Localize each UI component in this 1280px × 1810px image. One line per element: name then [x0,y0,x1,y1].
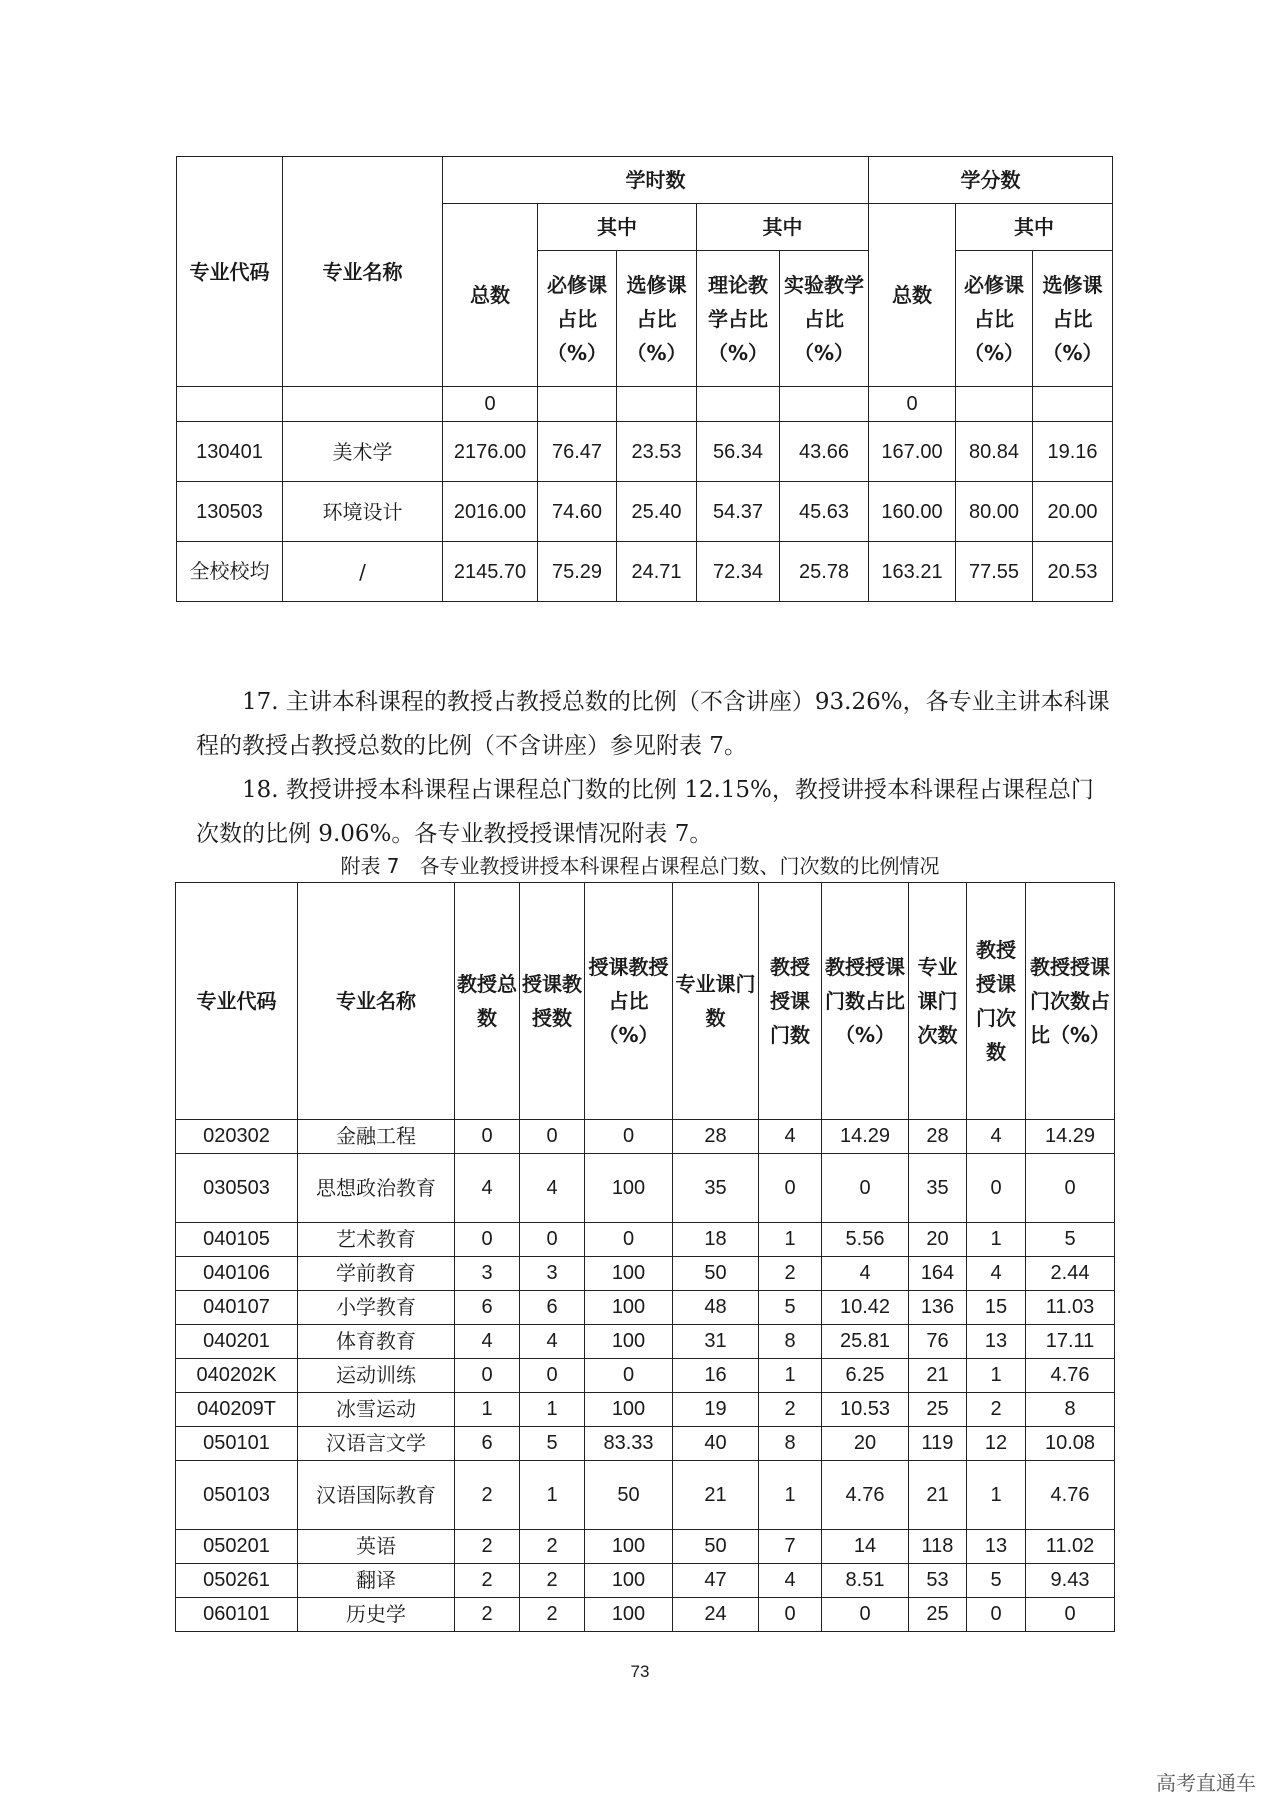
professor-teaching-table [175,882,1115,1632]
table-row [176,1564,1115,1598]
cell-col-10: 8 [1026,1393,1115,1427]
header-col-9: 教授授课门次数 [967,883,1026,1120]
cell-col-5: 16 [673,1359,759,1393]
cell-col-2: 2 [455,1461,520,1530]
cell-col-7: 6.25 [822,1359,909,1393]
cell-col-4: 100 [585,1154,673,1223]
header-credit-elective-pct: 选修课占比（%） [1033,251,1113,387]
cell-col-5: 19 [673,1393,759,1427]
cell-name: 美术学 [283,422,443,482]
header-among: 其中 [956,204,1113,251]
cell-col-9: 1 [967,1223,1026,1257]
header-elective-pct: 选修课占比（%） [617,251,697,387]
cell-col-2: 6 [455,1427,520,1461]
cell-col-7: 0 [822,1154,909,1223]
cell-col-5: 48 [673,1291,759,1325]
cell-col-6: 5 [759,1291,822,1325]
cell-elec: 23.53 [617,422,697,482]
cell-col-9: 5 [967,1564,1026,1598]
cell-col-10: 2.44 [1026,1257,1115,1291]
cell-col-4: 50 [585,1461,673,1530]
cell-col-7: 0 [822,1598,909,1632]
cell-col-0: 040201 [176,1325,298,1359]
cell-credits-total: 160.00 [869,482,956,542]
cell-col-9: 12 [967,1427,1026,1461]
cell-col-9: 1 [967,1461,1026,1530]
cell-col-2: 4 [455,1325,520,1359]
cell-lab: 25.78 [780,542,869,602]
cell-celec: 20.53 [1033,542,1113,602]
cell-col-10: 0 [1026,1598,1115,1632]
cell-col-5: 50 [673,1257,759,1291]
cell-col-5: 35 [673,1154,759,1223]
cell-col-1: 金融工程 [298,1120,455,1154]
header-col-0: 专业代码 [176,883,298,1120]
table-row [176,1461,1115,1530]
cell-col-1: 艺术教育 [298,1223,455,1257]
header-col-8: 专业课门次数 [909,883,967,1120]
cell-col-4: 100 [585,1598,673,1632]
cell-col-5: 21 [673,1461,759,1530]
cell-req: 75.29 [538,542,617,602]
cell-col-4: 83.33 [585,1427,673,1461]
cell-creq: 80.84 [956,422,1033,482]
cell-col-6: 0 [759,1154,822,1223]
cell-col-10: 17.11 [1026,1325,1115,1359]
table-caption: 附表 7 各专业教授讲授本科课程占课程总门数、门次数的比例情况 [340,854,940,878]
cell-col-6: 0 [759,1598,822,1632]
cell-col-8: 118 [909,1530,967,1564]
cell-col-2: 2 [455,1530,520,1564]
cell-col-7: 10.42 [822,1291,909,1325]
cell-col-9: 13 [967,1325,1026,1359]
header-hours: 学时数 [443,157,869,204]
cell-col-0: 020302 [176,1120,298,1154]
cell-celec: 20.00 [1033,482,1113,542]
cell-col-7: 4 [822,1257,909,1291]
cell-col-5: 18 [673,1223,759,1257]
cell-col-8: 28 [909,1120,967,1154]
cell-col-10: 11.03 [1026,1291,1115,1325]
cell-col-3: 4 [520,1325,585,1359]
table-row [176,1598,1115,1632]
cell-col-8: 119 [909,1427,967,1461]
cell-col-8: 21 [909,1461,967,1530]
cell-col-3: 4 [520,1154,585,1223]
cell-lab: 43.66 [780,422,869,482]
cell-col-8: 76 [909,1325,967,1359]
table-row [176,1325,1115,1359]
cell-theory: 72.34 [697,542,780,602]
cell-col-7: 14.29 [822,1120,909,1154]
header-name: 专业名称 [283,157,443,387]
cell-col-1: 思想政治教育 [298,1154,455,1223]
cell-col-9: 2 [967,1393,1026,1427]
cell-col-6: 1 [759,1461,822,1530]
cell-col-4: 0 [585,1223,673,1257]
cell-col-4: 100 [585,1530,673,1564]
cell-col-9: 0 [967,1154,1026,1223]
table-row [176,1393,1115,1427]
cell-col-1: 汉语言文学 [298,1427,455,1461]
cell-col-3: 1 [520,1461,585,1530]
cell-lab: 45.63 [780,482,869,542]
cell-col-2: 4 [455,1154,520,1223]
cell-col-1: 学前教育 [298,1257,455,1291]
paragraph-17 [196,680,1116,768]
table-row [176,1530,1115,1564]
header-col-4: 授课教授占比（%） [585,883,673,1120]
cell-col-0: 060101 [176,1598,298,1632]
cell-col-2: 0 [455,1120,520,1154]
cell-elec: 24.71 [617,542,697,602]
cell-hours-total: 2145.70 [443,542,538,602]
cell-col-10: 14.29 [1026,1120,1115,1154]
cell-col-5: 47 [673,1564,759,1598]
header-col-10: 教授授课门次数占比（%） [1026,883,1115,1120]
table-row [176,1120,1115,1154]
cell-hours-total: 2176.00 [443,422,538,482]
cell-col-9: 1 [967,1359,1026,1393]
cell-col-4: 0 [585,1359,673,1393]
cell-col-0: 050103 [176,1461,298,1530]
cell-col-3: 0 [520,1359,585,1393]
header-col-5: 专业课门数 [673,883,759,1120]
cell-col-4: 100 [585,1393,673,1427]
cell-col-6: 2 [759,1257,822,1291]
cell-col-2: 2 [455,1598,520,1632]
cell-col-1: 体育教育 [298,1325,455,1359]
cell-col-10: 10.08 [1026,1427,1115,1461]
header-credit-required-pct: 必修课占比（%） [956,251,1033,387]
cell-col-2: 0 [455,1359,520,1393]
header-col-1: 专业名称 [298,883,455,1120]
cell-col-10: 4.76 [1026,1359,1115,1393]
cell-col-4: 100 [585,1564,673,1598]
cell-col-3: 3 [520,1257,585,1291]
cell-col-3: 0 [520,1120,585,1154]
cell-col-7: 4.76 [822,1461,909,1530]
cell-col-10: 9.43 [1026,1564,1115,1598]
paragraph-18 [196,768,1116,856]
cell-col-5: 24 [673,1598,759,1632]
cell-name: / [283,542,443,602]
cell-creq: 80.00 [956,482,1033,542]
cell-col-9: 13 [967,1530,1026,1564]
cell-col-9: 15 [967,1291,1026,1325]
cell-col-9: 4 [967,1257,1026,1291]
cell-col-5: 28 [673,1120,759,1154]
cell-col-10: 4.76 [1026,1461,1115,1530]
cell-creq: 77.55 [956,542,1033,602]
cell-col-2: 3 [455,1257,520,1291]
cell-col-8: 25 [909,1598,967,1632]
cell-credits-total: 0 [869,387,956,422]
cell-col-2: 0 [455,1223,520,1257]
table-row [177,482,1113,542]
cell-col-1: 运动训练 [298,1359,455,1393]
table-row [176,1359,1115,1393]
cell-col-0: 040209T [176,1393,298,1427]
header-credits: 学分数 [869,157,1113,204]
cell-col-2: 6 [455,1291,520,1325]
cell-col-6: 8 [759,1325,822,1359]
cell-col-5: 50 [673,1530,759,1564]
table-row [176,1223,1115,1257]
header-col-3: 授课教授数 [520,883,585,1120]
cell-credits-total: 167.00 [869,422,956,482]
cell-col-8: 53 [909,1564,967,1598]
cell-col-3: 2 [520,1598,585,1632]
cell-credits-total: 163.21 [869,542,956,602]
header-among: 其中 [697,204,869,251]
cell-celec: 19.16 [1033,422,1113,482]
cell-col-6: 4 [759,1120,822,1154]
cell-col-3: 2 [520,1564,585,1598]
cell-col-4: 100 [585,1291,673,1325]
table-row [176,1427,1115,1461]
table-row [176,1154,1115,1223]
header-col-2: 教授总数 [455,883,520,1120]
cell-col-4: 0 [585,1120,673,1154]
header-col-7: 教授授课门数占比（%） [822,883,909,1120]
cell-col-1: 历史学 [298,1598,455,1632]
cell-theory: 56.34 [697,422,780,482]
cell-col-10: 0 [1026,1154,1115,1223]
cell-col-6: 8 [759,1427,822,1461]
cell-col-1: 小学教育 [298,1291,455,1325]
cell-col-4: 100 [585,1325,673,1359]
header-required-pct: 必修课占比（%） [538,251,617,387]
cell-col-7: 10.53 [822,1393,909,1427]
header-lab-pct: 实验教学占比（%） [780,251,869,387]
cell-col-8: 164 [909,1257,967,1291]
cell-col-9: 4 [967,1120,1026,1154]
hours-credits-table [176,156,1113,602]
table-row [176,1291,1115,1325]
cell-col-0: 040105 [176,1223,298,1257]
cell-col-6: 4 [759,1564,822,1598]
cell-col-7: 20 [822,1427,909,1461]
cell-hours-total: 2016.00 [443,482,538,542]
table-row [177,542,1113,602]
header-col-6: 教授授课门数 [759,883,822,1120]
cell-req: 74.60 [538,482,617,542]
header-code: 专业代码 [177,157,283,387]
cell-col-0: 050201 [176,1530,298,1564]
cell-col-1: 英语 [298,1530,455,1564]
cell-theory: 54.37 [697,482,780,542]
cell-col-4: 100 [585,1257,673,1291]
partial-row [177,387,1113,422]
cell-col-0: 050261 [176,1564,298,1598]
cell-col-7: 5.56 [822,1223,909,1257]
cell-code: 130503 [177,482,283,542]
cell-col-3: 1 [520,1393,585,1427]
cell-col-8: 20 [909,1223,967,1257]
cell-col-0: 040107 [176,1291,298,1325]
cell-col-6: 1 [759,1223,822,1257]
cell-col-7: 25.81 [822,1325,909,1359]
paragraph-text: 17. 主讲本科课程的教授占教授总数的比例（不含讲座）93.26%，各专业主讲本科课程的教授占教授总数的比例（不含讲座）参见附表 7。 [196,689,1110,759]
cell-col-9: 0 [967,1598,1026,1632]
cell-col-7: 14 [822,1530,909,1564]
cell-col-5: 40 [673,1427,759,1461]
header-among: 其中 [538,204,697,251]
cell-col-0: 030503 [176,1154,298,1223]
cell-req: 76.47 [538,422,617,482]
cell-col-1: 翻译 [298,1564,455,1598]
cell-col-2: 2 [455,1564,520,1598]
cell-col-3: 5 [520,1427,585,1461]
cell-col-10: 11.02 [1026,1530,1115,1564]
cell-elec: 25.40 [617,482,697,542]
cell-code: 全校校均 [177,542,283,602]
table-row [176,1257,1115,1291]
cell-col-1: 冰雪运动 [298,1393,455,1427]
cell-col-8: 21 [909,1359,967,1393]
header-theory-pct: 理论教学占比（%） [697,251,780,387]
cell-col-8: 136 [909,1291,967,1325]
cell-name: 环境设计 [283,482,443,542]
page-number: 73 [630,1662,650,1681]
cell-col-8: 35 [909,1154,967,1223]
cell-col-2: 1 [455,1393,520,1427]
watermark: 高考直通车 [1156,1771,1256,1795]
cell-col-0: 050101 [176,1427,298,1461]
cell-col-0: 040106 [176,1257,298,1291]
header-hours-total: 总数 [443,204,538,387]
cell-col-6: 7 [759,1530,822,1564]
cell-col-3: 2 [520,1530,585,1564]
cell-col-6: 2 [759,1393,822,1427]
table-row [177,422,1113,482]
cell-col-3: 6 [520,1291,585,1325]
cell-col-3: 0 [520,1223,585,1257]
cell-col-5: 31 [673,1325,759,1359]
cell-col-0: 040202K [176,1359,298,1393]
cell-col-1: 汉语国际教育 [298,1461,455,1530]
cell-col-7: 8.51 [822,1564,909,1598]
paragraph-text: 18. 教授讲授本科课程占课程总门数的比例 12.15%，教授讲授本科课程占课程总门次数的比例 9.06%。各专业教授授课情况附表 7。 [196,777,1094,847]
cell-col-10: 5 [1026,1223,1115,1257]
cell-col-8: 25 [909,1393,967,1427]
cell-code: 130401 [177,422,283,482]
cell-hours-total: 0 [443,387,538,422]
header-credits-total: 总数 [869,204,956,387]
cell-col-6: 1 [759,1359,822,1393]
